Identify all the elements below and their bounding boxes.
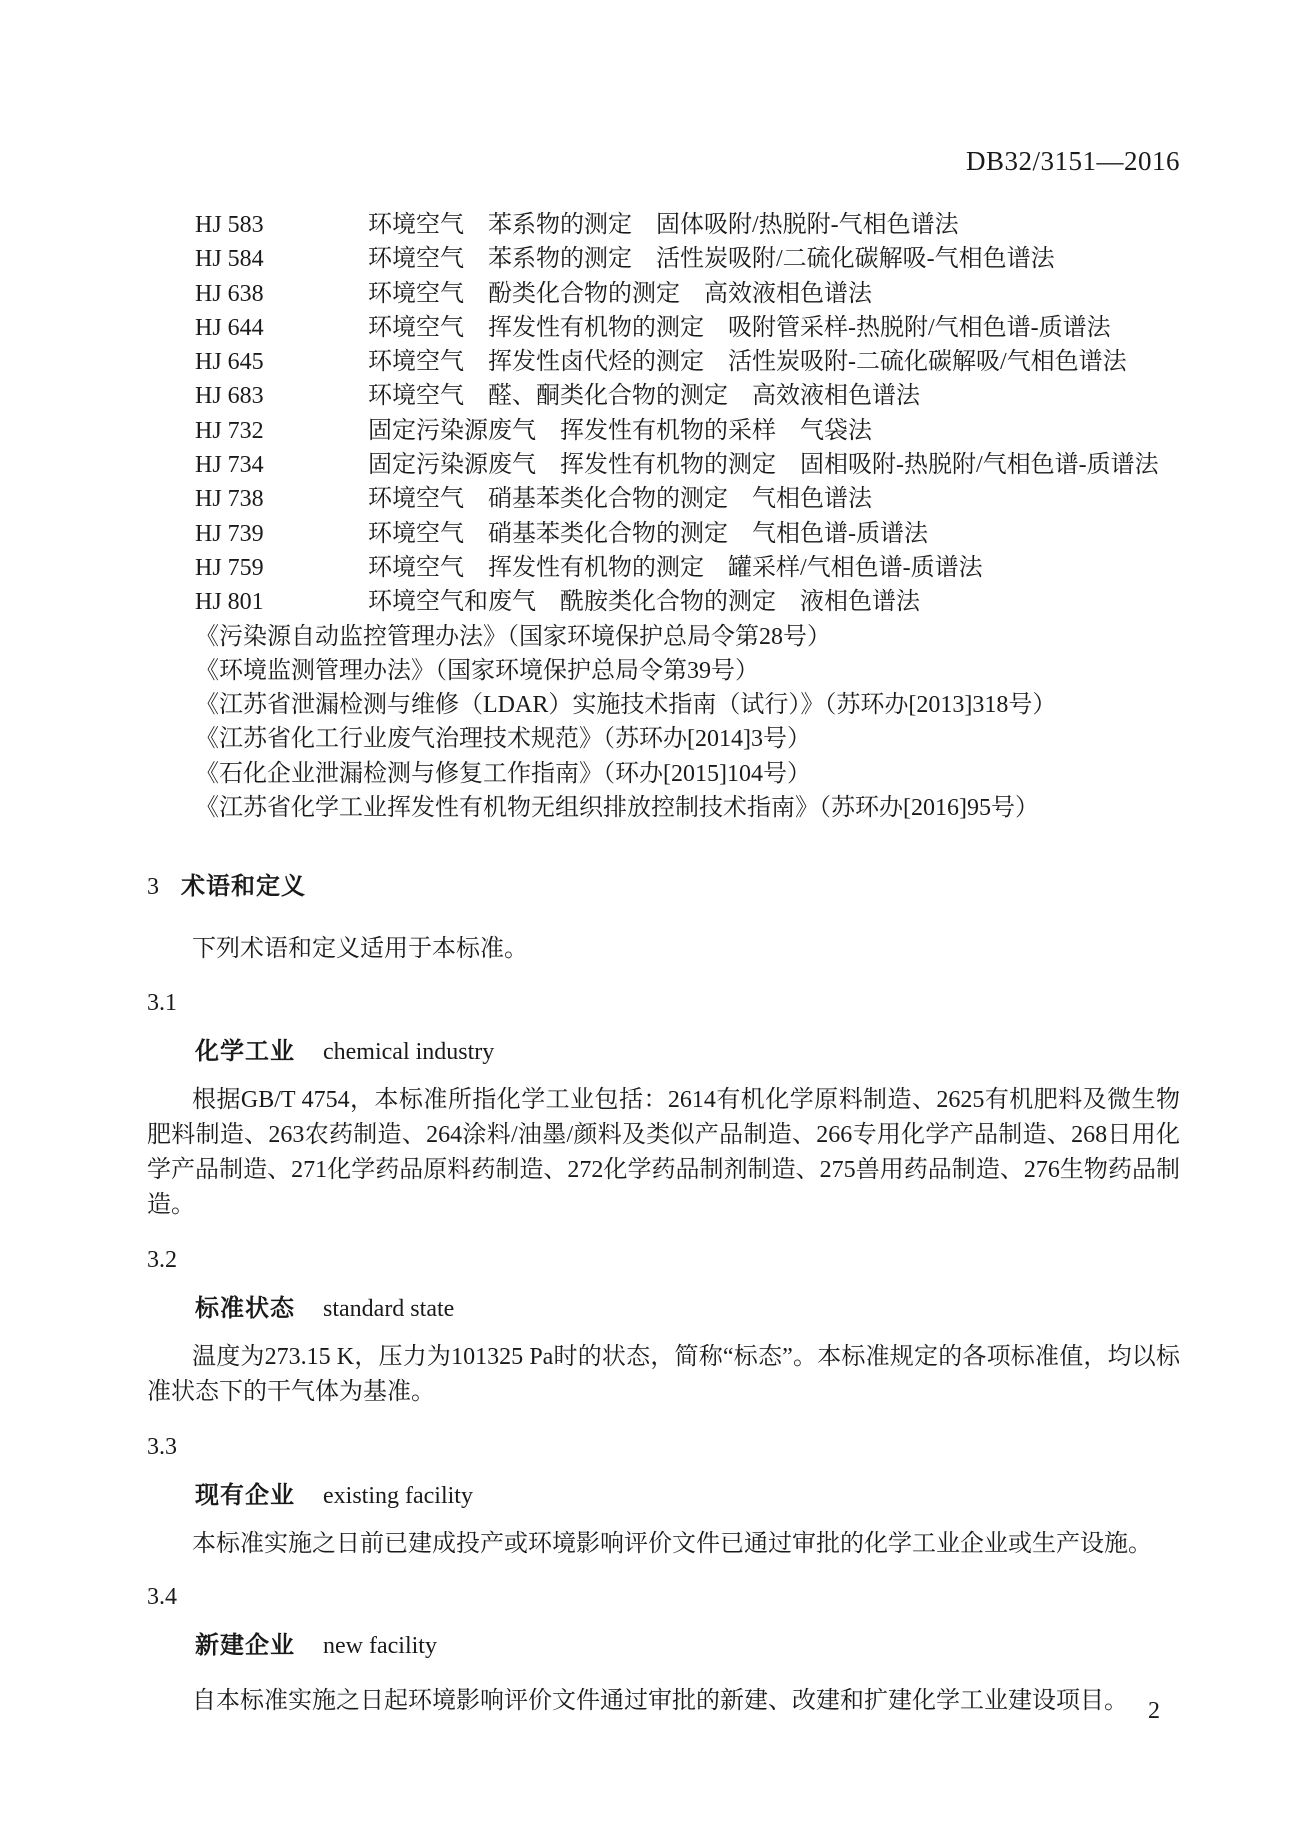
standard-title: 环境空气 硝基苯类化合物的测定 气相色谱法: [368, 486, 872, 513]
term-name-en: chemical industry: [323, 1039, 495, 1066]
standard-title: 环境空气和废气 酰胺类化合物的测定 液相色谱法: [368, 589, 920, 616]
standard-code: HJ 738: [195, 486, 264, 513]
term-number: 3.3: [147, 1434, 177, 1461]
standard-code: HJ 759: [195, 554, 264, 581]
standard-row: [195, 208, 1180, 242]
standard-row: [195, 517, 1180, 551]
term-number: 3.1: [147, 990, 177, 1017]
reference-item: 《江苏省化学工业挥发性有机物无组织排放控制技术指南》（苏环办[2016]95号）: [195, 795, 1039, 822]
standard-title: 环境空气 挥发性有机物的测定 罐采样/气相色谱-质谱法: [368, 554, 983, 581]
standard-code: HJ 734: [195, 452, 264, 479]
normative-references-list: [195, 208, 1180, 825]
standard-title: 环境空气 酚类化合物的测定 高效液相色谱法: [368, 280, 872, 307]
term-definition: 根据GB/T 4754，本标准所指化学工业包括：2614有机化学原料制造、2625有机肥料及微生物肥料制造、263农药制造、264涂料/油墨/颜料及类似产品制造、266专用化学产品制造、268日用化学产品制造、271化学药品原料药制造、272化学药品制剂制造、275兽用药品制造、276生物药品制造。: [147, 1087, 1180, 1219]
term-definition: 本标准实施之日前已建成投产或环境影响评价文件已通过审批的化学工业企业或生产设施。: [192, 1531, 1152, 1558]
section-number: 3: [147, 874, 159, 901]
standard-row: [195, 311, 1180, 345]
standard-code: HJ 739: [195, 520, 264, 547]
term-number: 3.2: [147, 1247, 177, 1274]
term-name-zh: 化学工业: [195, 1038, 295, 1066]
term-heading: [195, 1292, 1180, 1326]
reference-item: 《污染源自动监控管理办法》（国家环境保护总局令第28号）: [195, 623, 831, 650]
section-intro: 下列术语和定义适用于本标准。: [192, 936, 528, 963]
reference-item: 《环境监测管理办法》（国家环境保护总局令第39号）: [195, 657, 759, 684]
standard-row: [195, 345, 1180, 379]
standard-code: HJ 584: [195, 246, 264, 273]
standard-code: HJ 645: [195, 349, 264, 376]
standard-code: HJ 683: [195, 383, 264, 410]
standard-title: 环境空气 硝基苯类化合物的测定 气相色谱-质谱法: [368, 520, 928, 547]
standard-title: 环境空气 挥发性卤代烃的测定 活性炭吸附-二硫化碳解吸/气相色谱法: [368, 349, 1127, 376]
standard-title: 固定污染源废气 挥发性有机物的测定 固相吸附-热脱附/气相色谱-质谱法: [368, 452, 1159, 479]
term-definition: 自本标准实施之日起环境影响评价文件通过审批的新建、改建和扩建化学工业建设项目。: [192, 1688, 1128, 1715]
term-heading: [195, 1479, 1180, 1513]
term-name-zh: 标准状态: [195, 1295, 295, 1323]
document-code-header: DB32/3151—2016: [965, 146, 1180, 176]
term-heading: [195, 1629, 1180, 1663]
term-name-en: new facility: [323, 1633, 437, 1660]
standard-title: 环境空气 醛、酮类化合物的测定 高效液相色谱法: [368, 383, 920, 410]
term-number: 3.4: [147, 1584, 177, 1611]
standard-row: [195, 585, 1180, 619]
standard-row: [195, 242, 1180, 276]
term-name-zh: 新建企业: [195, 1632, 295, 1660]
standard-code: HJ 638: [195, 280, 264, 307]
standard-row: [195, 551, 1180, 585]
reference-item: 《江苏省泄漏检测与维修（LDAR）实施技术指南（试行）》（苏环办[2013]318号）: [195, 692, 1057, 719]
standard-row: [195, 448, 1180, 482]
section-title: 术语和定义: [181, 873, 306, 901]
page-number: 2: [1148, 1698, 1160, 1724]
standard-title: 固定污染源废气 挥发性有机物的采样 气袋法: [368, 417, 872, 444]
standard-title: 环境空气 苯系物的测定 活性炭吸附/二硫化碳解吸-气相色谱法: [368, 246, 1055, 273]
term-heading: [195, 1035, 1180, 1069]
standard-code: HJ 801: [195, 589, 264, 616]
term-name-en: existing facility: [323, 1483, 473, 1510]
section-heading: [147, 870, 1180, 904]
reference-item: 《石化企业泄漏检测与修复工作指南》（环办[2015]104号）: [195, 760, 811, 787]
standard-title: 环境空气 苯系物的测定 固体吸附/热脱附-气相色谱法: [368, 212, 959, 238]
term-name-zh: 现有企业: [195, 1482, 295, 1510]
reference-item: 《江苏省化工行业废气治理技术规范》（苏环办[2014]3号）: [195, 726, 811, 753]
standard-row: [195, 414, 1180, 448]
term-name-en: standard state: [323, 1296, 455, 1323]
standard-code: HJ 732: [195, 417, 264, 444]
standard-title: 环境空气 挥发性有机物的测定 吸附管采样-热脱附/气相色谱-质谱法: [368, 314, 1111, 341]
standard-row: [195, 379, 1180, 413]
standard-code: HJ 583: [195, 212, 264, 238]
standard-row: [195, 482, 1180, 516]
term-definition: 温度为273.15 K，压力为101325 Pa时的状态，简称“标态”。本标准规定的各项标准值，均以标准状态下的干气体为基准。: [147, 1344, 1180, 1406]
standard-code: HJ 644: [195, 314, 264, 341]
standard-row: [195, 277, 1180, 311]
